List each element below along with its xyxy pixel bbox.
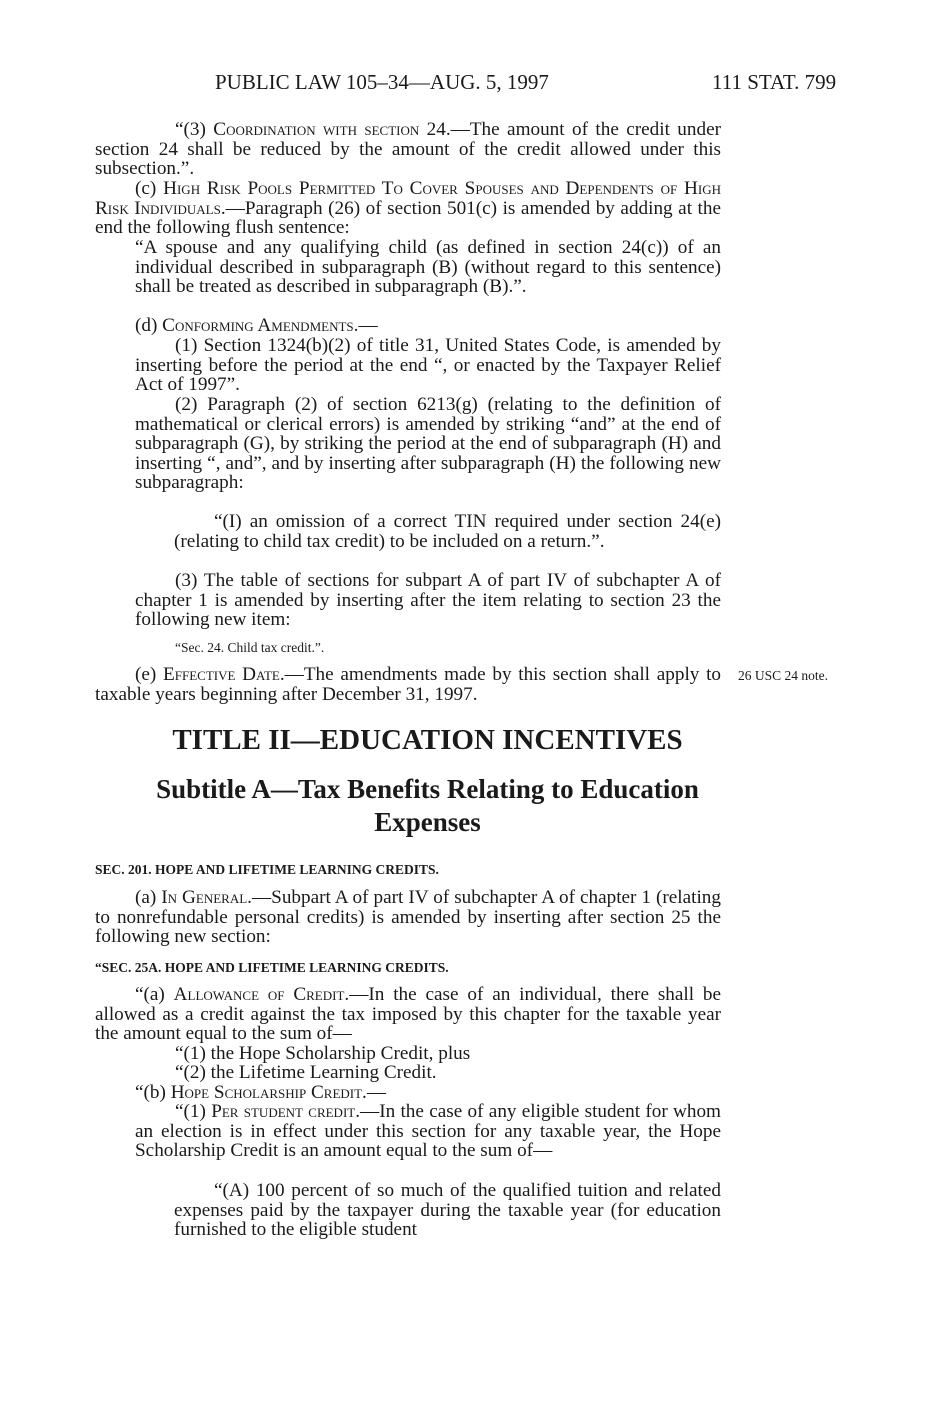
paragraph-heading: Allowance of Credit. [173,984,350,1005]
paragraph-text: —The amount of the credit under section 24 shall be reduced by the amount of the credit allowed under this subsection.”. [95,119,721,180]
paragraph-d-1: (1) Section 1324(b)(2) of title 31, United States Code, is amended by inserting before the period at the end “, or enacted by the Taxpayer Relief Act of 1997”. [135,335,721,396]
paragraph-number: (a) [135,887,162,908]
paragraph-number: (d) [135,315,163,336]
paragraph-text: —In the case of an individual, there shall be allowed as a credit against the tax imposed by this chapter for the taxable year the amount equal to the sum of— [95,984,722,1045]
paragraph-d-2-quote: “(I) an omission of a correct TIN required under section 24(e) (relating to child tax credit) to be included on a return.”. [174,511,721,552]
paragraph-3-coordination [95,120,721,179]
sec-25a-heading: “SEC. 25A. HOPE AND LIFETIME LEARNING CREDITS. [95,960,449,975]
sec-25a-subsection-a [95,985,721,1044]
paragraph-text: — [358,315,378,336]
table-item-sec-24: “Sec. 24. Child tax credit.”. [175,640,325,655]
paragraph-number: (e) [135,664,164,685]
sec-201-subsection-a [95,888,721,947]
paragraph-heading: High Risk Pools Permitted To Cover Spouses and Dependents of High Risk Individuals. [95,178,722,219]
paragraph-heading: Conforming Amendments. [162,315,359,336]
paragraph-number: (c) [135,178,164,199]
paragraph-d-3: (3) The table of sections for subpart A of part IV of subchapter A of chapter 1 is amended by inserting after the item relating to section 23 the following new item: [135,570,721,631]
paragraph-heading: In General. [161,887,252,908]
paragraph-number: “(3) [175,119,214,140]
page-number: 111 STAT. 799 [712,70,837,94]
sec-25a-subsection-b [135,1083,721,1103]
sec-25a-a-2: “(2) the Lifetime Learning Credit. [175,1062,437,1083]
paragraph-heading: Hope Scholarship Credit. [170,1082,367,1103]
paragraph-text: —The amendments made by this section shall apply to taxable years beginning after December 31, 1997. [95,664,722,705]
paragraph-text: — [366,1082,387,1103]
running-header-title: PUBLIC LAW 105–34—AUG. 5, 1997 [215,70,549,94]
paragraph-heading: Coordination with section 24. [213,119,451,140]
subsection-c-high-risk-pools [95,179,721,238]
paragraph-heading: Effective Date. [163,664,285,685]
paragraph-number: “(1) [175,1101,212,1122]
sec-201-heading: SEC. 201. HOPE AND LIFETIME LEARNING CREDITS. [95,862,439,877]
paragraph-d-2: (2) Paragraph (2) of section 6213(g) (relating to the definition of mathematical or clerical errors) is amended by striking “and” at the end of subparagraph (G), by striking the period at the end of subparagraph (H) and inserting “, and”, and by inserting after subparagraph (H) the following new subparagraph: [135,394,721,494]
title-ii-heading: TITLE II—EDUCATION INCENTIVES [172,724,683,756]
margin-note-usc: 26 USC 24 note. [738,668,829,683]
paragraph-number: “(a) [135,984,174,1005]
flush-sentence-quote: “A spouse and any qualifying child (as defined in section 24(c)) of an individual described in subparagraph (B) (without regard to this sentence) shall be treated as described in subparagraph (B).”. [135,237,721,298]
paragraph-text: —Paragraph (26) of section 501(c) is amended by adding at the end the following flush sentence: [95,197,721,239]
paragraph-heading: Per student credit. [211,1101,361,1122]
sec-25a-b-1 [135,1102,721,1161]
subsection-d-conforming [135,316,721,336]
paragraph-text: —Subpart A of part IV of subchapter A of chapter 1 (relating to nonrefundable personal credits) is amended by inserting after section 25 the following new section: [95,887,721,948]
subtitle-a-heading: Subtitle A—Tax Benefits Relating to Education Expenses [156,774,699,837]
subsection-e-effective-date [95,665,721,704]
paragraph-text: —In the case of any eligible student for whom an election is in effect under this section for any taxable year, the Hope Scholarship Credit is an amount equal to the sum of— [135,1101,721,1162]
paragraph-number: “(b) [135,1082,171,1103]
sec-25a-a-1: “(1) the Hope Scholarship Credit, plus [175,1043,471,1064]
sec-25a-b-1-A: “(A) 100 percent of so much of the qualified tuition and related expenses paid by the taxpayer during the taxable year (for education furnished to the eligible student [174,1180,721,1241]
